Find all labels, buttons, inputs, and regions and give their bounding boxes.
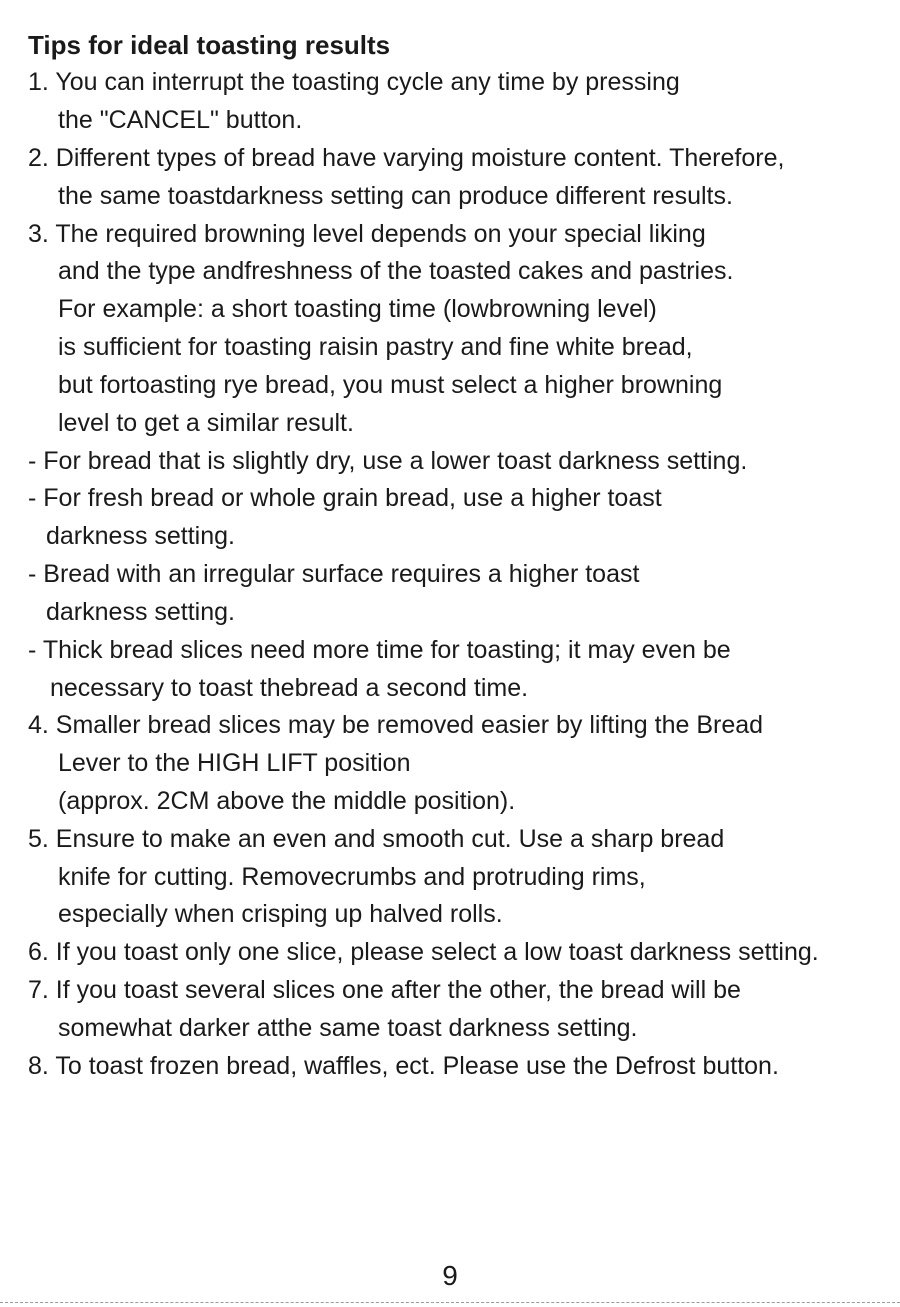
text-line: 7. If you toast several slices one after the other, the bread will be xyxy=(28,976,741,1004)
text-line: the same toastdarkness setting can produce different results. xyxy=(58,182,733,210)
text-line: level to get a similar result. xyxy=(58,409,354,437)
page-bottom-divider xyxy=(0,1302,900,1303)
text-line: knife for cutting. Removecrumbs and protruding rims, xyxy=(58,863,646,891)
text-line: especially when crisping up halved rolls. xyxy=(58,900,503,928)
text-line: 8. To toast frozen bread, waffles, ect. Please use the Defrost button. xyxy=(28,1052,779,1080)
bullet-line: - For bread that is slightly dry, use a lower toast darkness setting. xyxy=(28,447,748,475)
text-line: 2. Different types of bread have varying moisture content. Therefore, xyxy=(28,144,785,172)
text-line: 1. You can interrupt the toasting cycle any time by pressing xyxy=(28,68,680,96)
text-line: (approx. 2CM above the middle position). xyxy=(58,787,516,815)
text-line: somewhat darker atthe same toast darkness setting. xyxy=(58,1014,638,1042)
bullet-line: - For fresh bread or whole grain bread, use a higher toast xyxy=(28,484,662,512)
text-line: but fortoasting rye bread, you must select a higher browning xyxy=(58,371,723,399)
text-line: 3. The required browning level depends on your special liking xyxy=(28,220,706,248)
text-line: For example: a short toasting time (lowbrowning level) xyxy=(58,295,657,323)
text-line: darkness setting. xyxy=(46,598,235,626)
text-line: Lever to the HIGH LIFT position xyxy=(58,749,411,777)
text-line: 6. If you toast only one slice, please select a low toast darkness setting. xyxy=(28,938,819,966)
bullet-line: - Thick bread slices need more time for toasting; it may even be xyxy=(28,636,731,664)
bullet-line: - Bread with an irregular surface requires a higher toast xyxy=(28,560,640,588)
text-line: the "CANCEL" button. xyxy=(58,106,303,134)
text-line: 5. Ensure to make an even and smooth cut. Use a sharp bread xyxy=(28,825,725,853)
text-line: and the type andfreshness of the toasted cakes and pastries. xyxy=(58,257,734,285)
text-line: darkness setting. xyxy=(46,522,235,550)
page-number: 9 xyxy=(442,1260,458,1291)
text-line: necessary to toast thebread a second time. xyxy=(50,674,529,702)
text-line: is sufficient for toasting raisin pastry and fine white bread, xyxy=(58,333,693,361)
text-line: 4. Smaller bread slices may be removed easier by lifting the Bread xyxy=(28,711,764,739)
section-title: Tips for ideal toasting results xyxy=(28,30,391,60)
